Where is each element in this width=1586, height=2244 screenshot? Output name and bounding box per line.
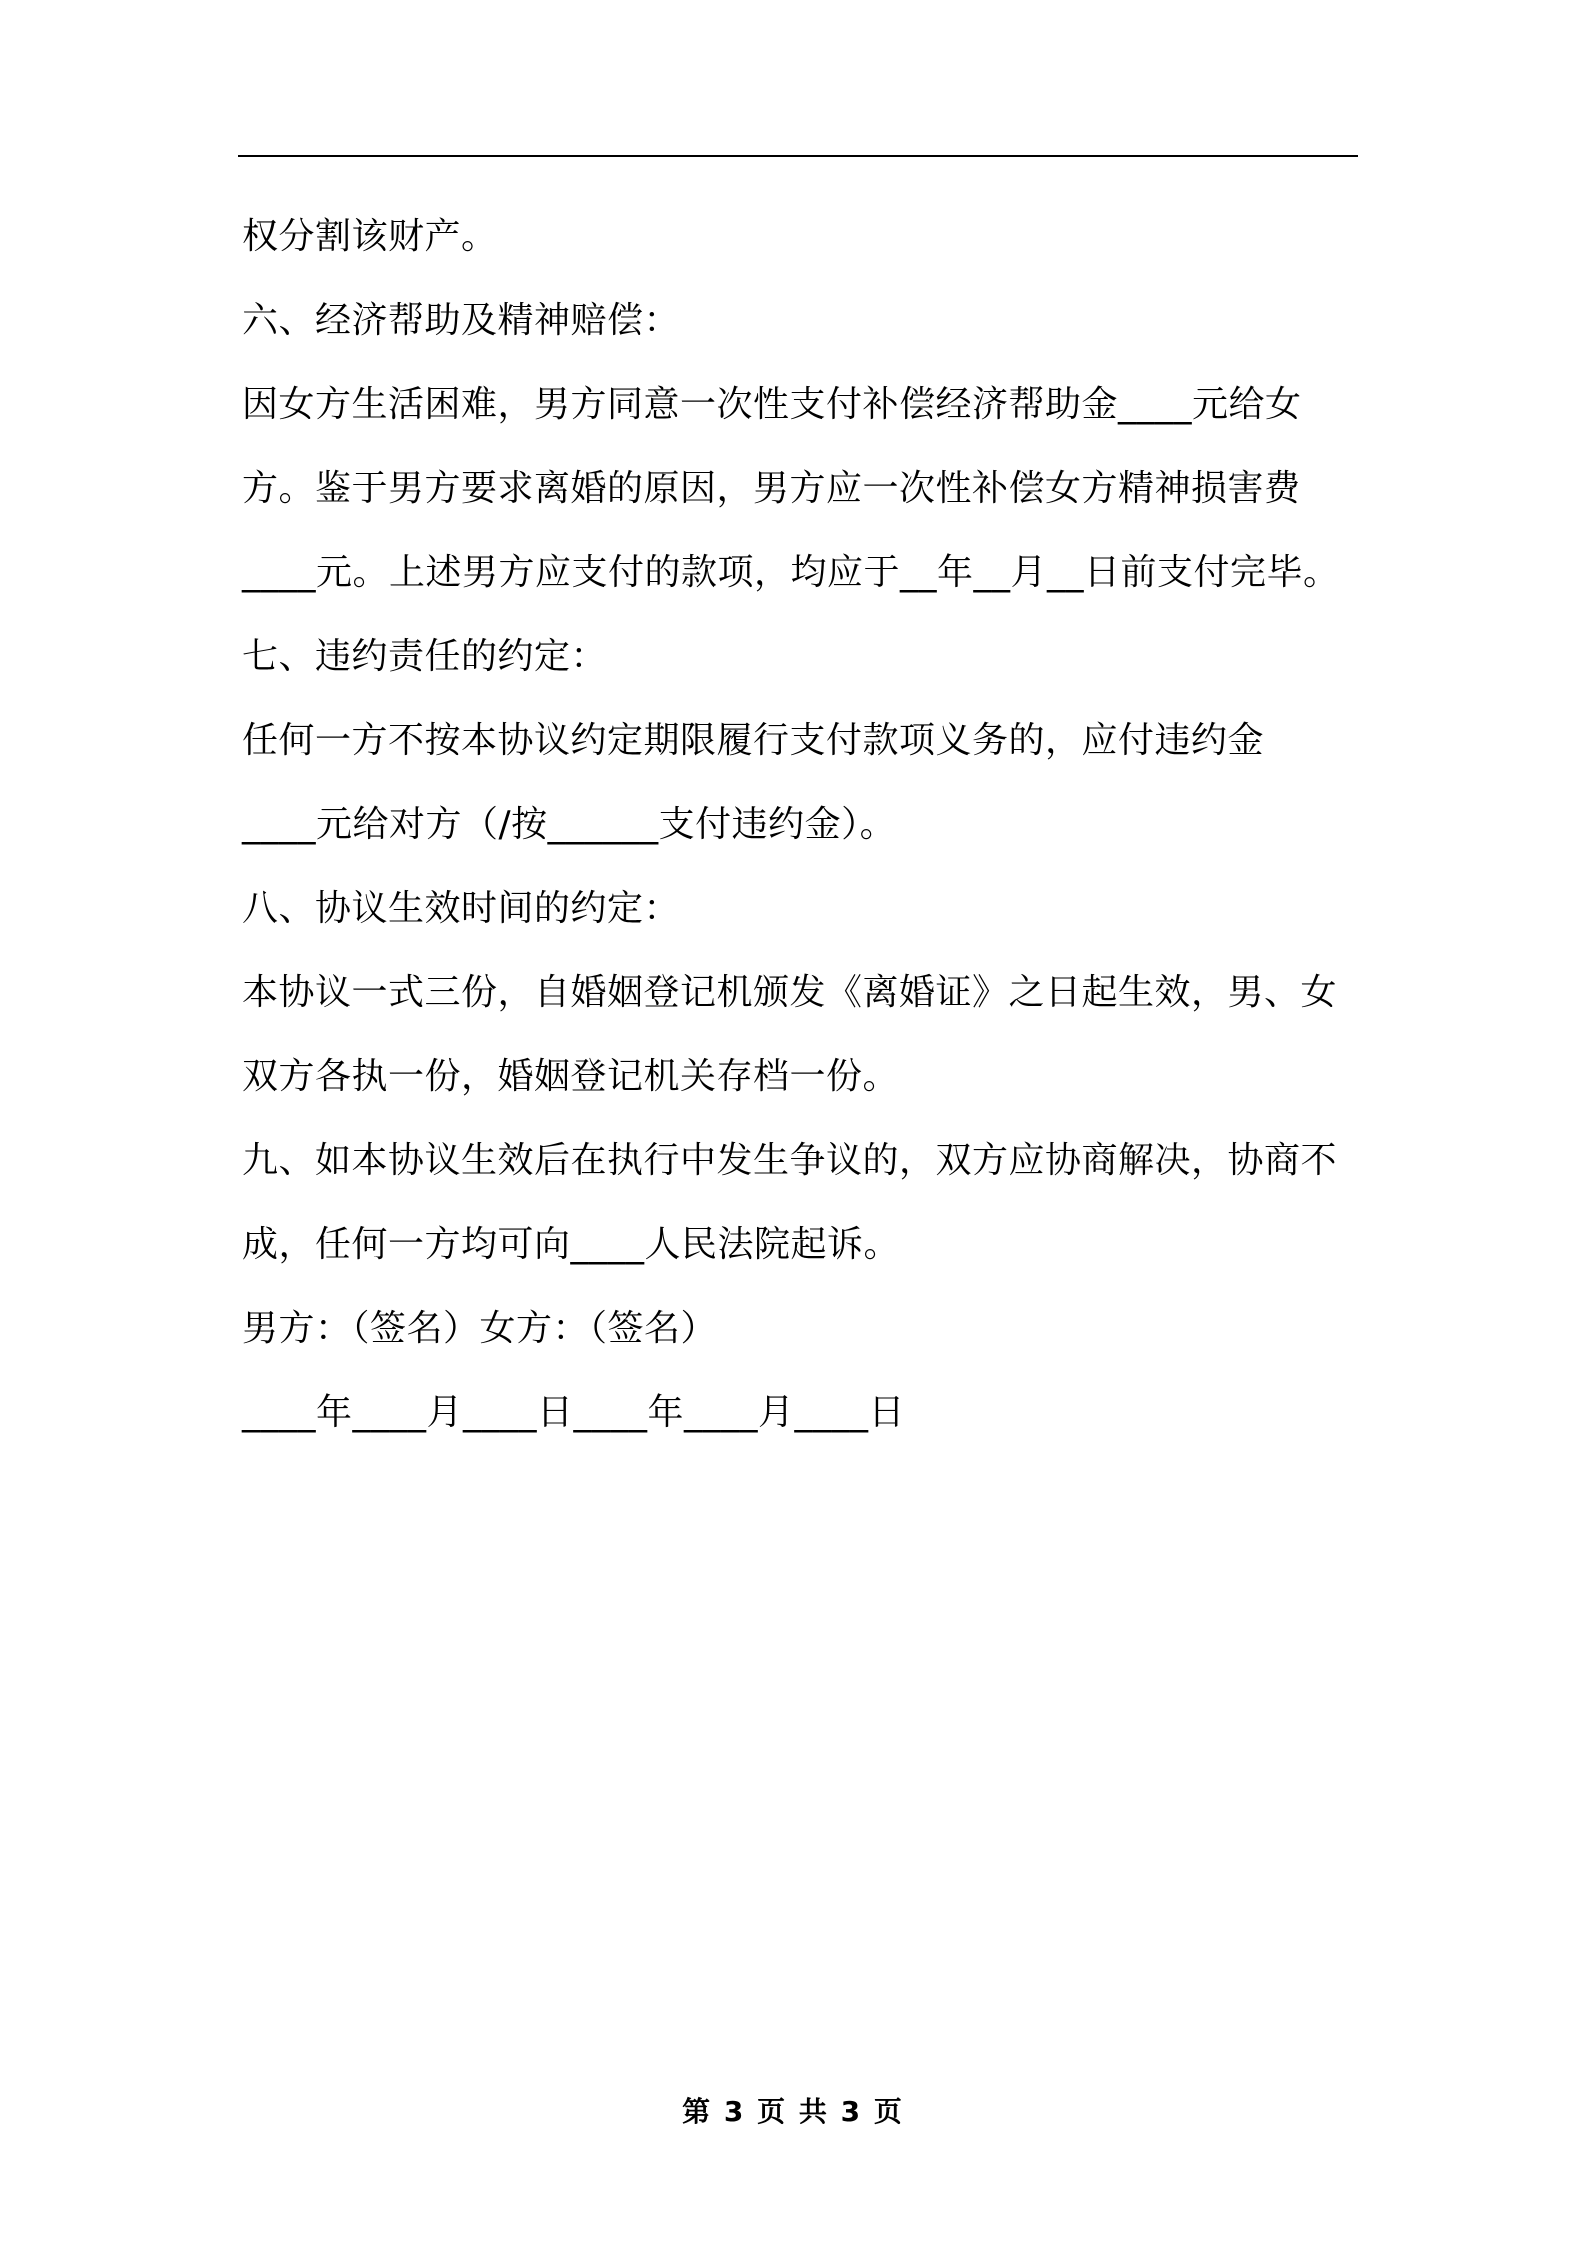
text-line-economic-help-3: ____元。上述男方应支付的款项，均应于__年__月__日前支付完毕。 [242, 552, 1340, 593]
text-line-breach-1: 任何一方不按本协议约定期限履行支付款项义务的，应付违约金 [242, 720, 1265, 761]
text-line-effective-time-2: 双方各执一份，婚姻登记机关存档一份。 [242, 1056, 900, 1097]
text-line-breach-2: ____元给对方（/按______支付违约金）。 [242, 804, 897, 845]
text-line-effective-time-1: 本协议一式三份，自婚姻登记机颁发《离婚证》之日起生效，男、女 [242, 972, 1338, 1013]
text-line-continuation: 权分割该财产。 [242, 216, 498, 257]
text-line-economic-help-1: 因女方生活困难，男方同意一次性支付补偿经济帮助金____元给女 [242, 384, 1302, 425]
signature-line: 男方：（签名）女方：（签名） [242, 1308, 718, 1349]
section-heading-effective-time: 八、协议生效时间的约定： [242, 888, 681, 929]
page-number: 第 3 页 共 3 页 [682, 2095, 904, 2128]
date-line: ____年____月____日____年____月____日 [242, 1392, 906, 1433]
section-heading-breach: 七、违约责任的约定： [242, 636, 608, 677]
document-body [242, 195, 1382, 1455]
section-heading-economic-help: 六、经济帮助及精神赔偿： [242, 300, 681, 341]
text-line-dispute-2: 成，任何一方均可向____人民法院起诉。 [242, 1224, 901, 1265]
text-line-economic-help-2: 方。鉴于男方要求离婚的原因，男方应一次性补偿女方精神损害费 [242, 468, 1301, 509]
text-line-dispute-1: 九、如本协议生效后在执行中发生争议的，双方应协商解决，协商不 [242, 1140, 1338, 1181]
header-rule [238, 155, 1358, 157]
